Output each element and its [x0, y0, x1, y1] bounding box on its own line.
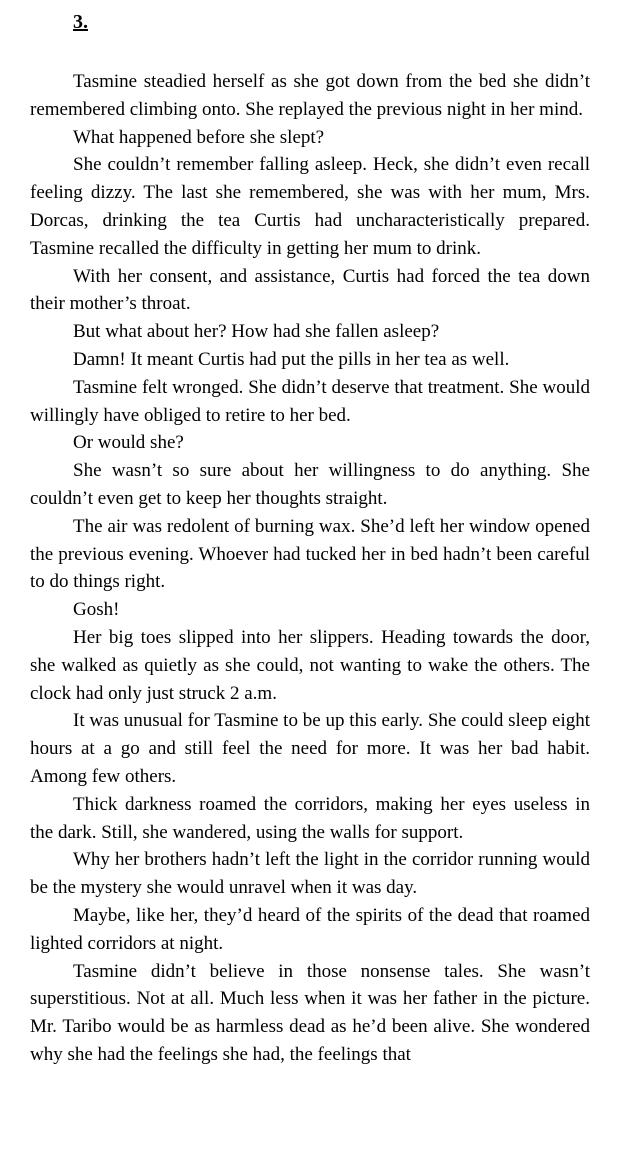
- paragraph: Her big toes slipped into her slippers. Heading towards the door, she walked as quietly as she could, not wanting to wake the others. The clock had only just struck 2 a.m.: [30, 626, 590, 704]
- paragraph: Why her brothers hadn’t left the light in the corridor running would be the mystery she would unravel when it was day.: [30, 849, 590, 899]
- paragraph: Tasmine felt wronged. She didn’t deserve that treatment. She would willingly have obliged to retire to her bed.: [30, 376, 590, 426]
- paragraph: Or would she?: [73, 432, 184, 454]
- paragraph: Tasmine steadied herself as she got down from the bed she didn’t remembered climbing onto. She replayed the previous night in her mind.: [30, 71, 590, 120]
- paragraph: Tasmine didn’t believe in those nonsense tales. She wasn’t superstitious. Not at all. Much less when it was her father in the picture. Mr. Taribo would be as harmless dead as he’d been alive. She wondered why she had the feelings she had, the feelings that: [30, 960, 590, 1065]
- paragraph: Damn! It meant Curtis had put the pills in her tea as well.: [73, 348, 510, 370]
- paragraph: With her consent, and assistance, Curtis had forced the tea down their mother’s throat.: [30, 265, 590, 315]
- chapter-body: [30, 68, 590, 1069]
- paragraph: She couldn’t remember falling asleep. Heck, she didn’t even recall feeling dizzy. The last she remembered, she was with her mum, Mrs. Dorcas, drinking the tea Curtis had uncharacteristically prepared. Tasmine recalled the difficulty in getting her mum to drink.: [30, 154, 590, 259]
- paragraph: But what about her? How had she fallen asleep?: [73, 321, 440, 343]
- paragraph: It was unusual for Tasmine to be up this early. She could sleep eight hours at a go and still feel the need for more. It was her bad habit. Among few others.: [30, 710, 590, 787]
- paragraph: The air was redolent of burning wax. She’d left her window opened the previous evening. Whoever had tucked her in bed hadn’t been careful to do things right.: [30, 515, 590, 593]
- paragraph: What happened before she slept?: [73, 126, 325, 148]
- paragraph: She wasn’t so sure about her willingness to do anything. She couldn’t even get to keep her thoughts straight.: [30, 460, 590, 509]
- paragraph: Maybe, like her, they’d heard of the spirits of the dead that roamed lighted corridors at night.: [30, 904, 590, 954]
- paragraph: Gosh!: [73, 599, 120, 621]
- paragraph: Thick darkness roamed the corridors, making her eyes useless in the dark. Still, she wandered, using the walls for support.: [30, 793, 590, 843]
- chapter-number: 3.: [73, 11, 88, 33]
